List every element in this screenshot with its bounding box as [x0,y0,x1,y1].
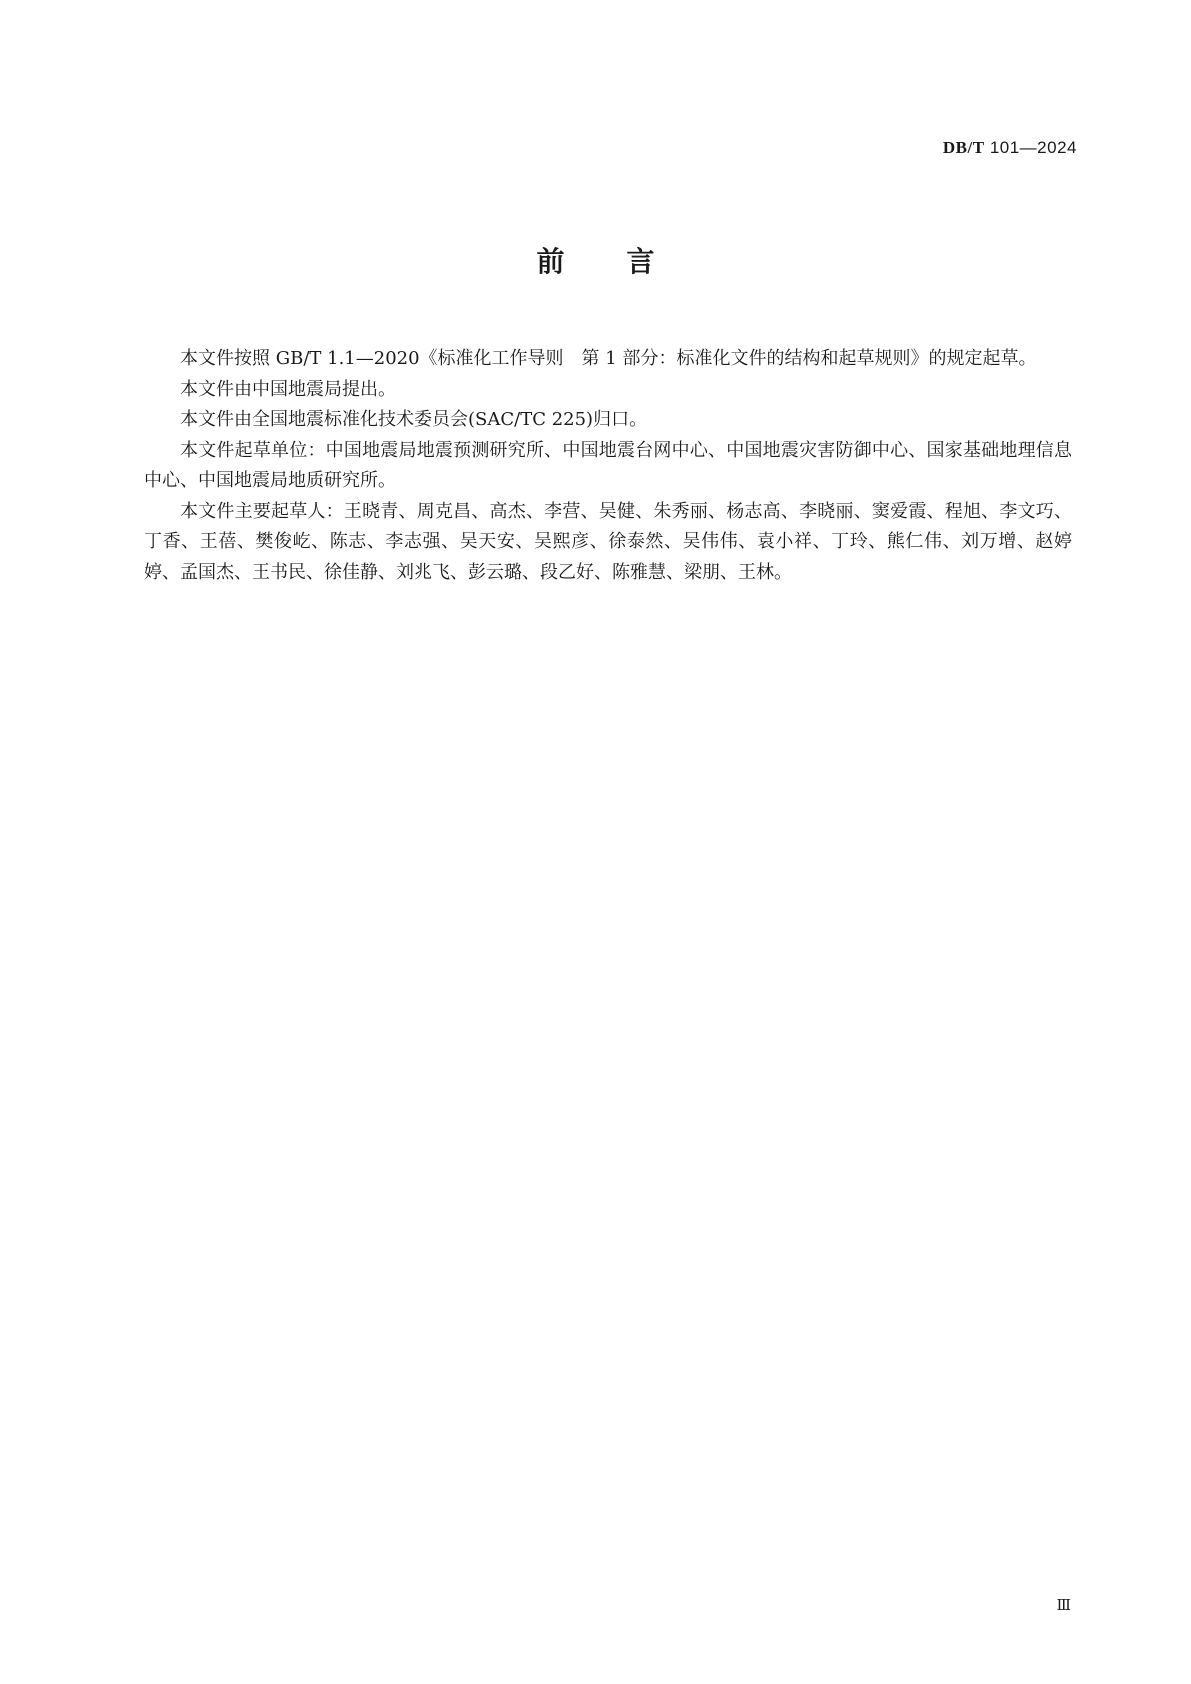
foreword-body [144,344,1072,588]
section-title [0,240,1191,280]
section-title-char-1: 前 [536,245,565,278]
document-code-prefix: DB/T [942,138,985,157]
paragraph-drafters: 本文件主要起草人：王晓青、周克昌、高杰、李营、吴健、朱秀丽、杨志高、李晓丽、窦爱霞、程旭、李文巧、丁香、王蓓、樊俊屹、陈志、李志强、吴天安、吴熙彦、徐泰然、吴伟伟、袁小祥、丁玲、熊仁伟、刘万增、赵婷婷、孟国杰、王书民、徐佳静、刘兆飞、彭云璐、段乙好、陈雅慧、梁朋、王林。 [144,500,1072,583]
paragraph-proposer: 本文件由中国地震局提出。 [180,378,396,400]
document-code [943,138,1077,158]
paragraph-drafting-units: 本文件起草单位：中国地震局地震预测研究所、中国地震台网中心、中国地震灾害防御中心、国家基础地理信息中心、中国地震局地质研究所。 [144,439,1072,491]
section-title-char-2: 言 [626,245,655,278]
document-code-number: 101—2024 [984,138,1077,157]
paragraph-technical-committee: 本文件由全国地震标准化技术委员会(SAC/TC 225)归口。 [180,409,648,430]
page-number: Ⅲ [1056,1596,1070,1614]
paragraph-drafting-basis: 本文件按照 GB/T 1.1—2020《标准化工作导则 第 1 部分：标准化文件的结构和起草规则》的规定起草。 [180,348,1037,369]
